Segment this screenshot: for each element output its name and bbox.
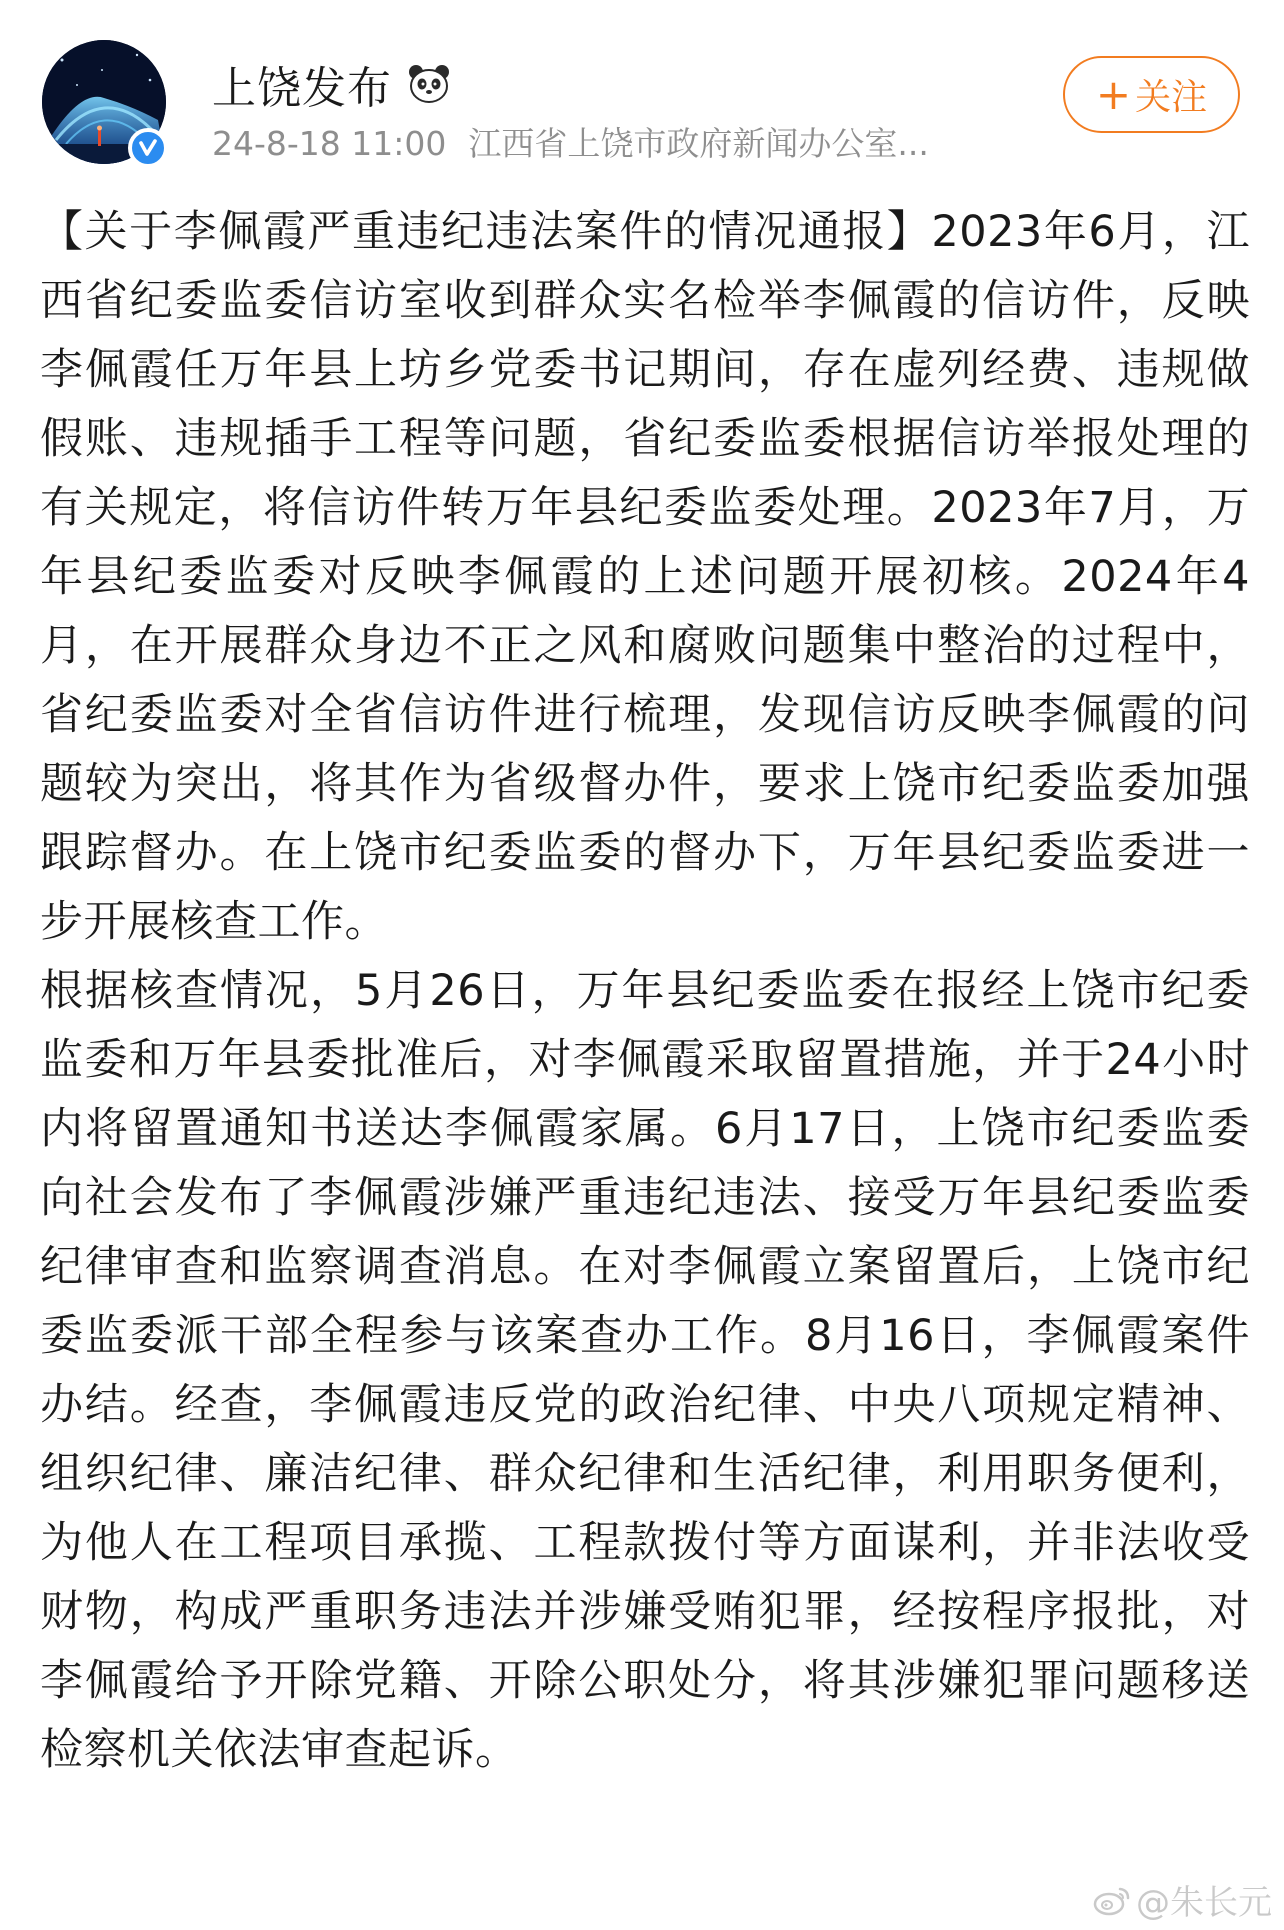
plus-icon: + [1095, 69, 1132, 119]
weibo-logo-icon [1092, 1884, 1132, 1916]
post-paragraph-1: 【关于李佩霞严重违纪违法案件的情况通报】2023年6月，江西省纪委监委信访室收到群众实名检举李佩霞的信访件，反映李佩霞任万年县上坊乡党委书记期间，存在虚列经费、违规做假账、违规插手工程等问题，省纪委监委根据信访举报处理的有关规定，将信访件转万年县纪委监委处理。2023年7月，万年县纪委监委对反映李佩霞的上述问题开展初核。2024年4月，在开展群众身边不正之风和腐败问题集中整治的过程中，省纪委监委对全省信访件进行梳理，发现信访反映李佩霞的问题较为突出，将其作为省级督办件，要求上饶市纪委监委加强跟踪督办。在上饶市纪委监委的督办下，万年县纪委监委进一步开展核查工作。 [40, 207, 1250, 947]
verified-v-icon [128, 128, 168, 168]
account-name[interactable]: 上饶发布 [212, 63, 392, 114]
post-header [0, 0, 1284, 170]
post-timestamp: 24-8-18 11:00 [212, 124, 447, 163]
post-source: 江西省上饶市政府新闻办公室... [468, 124, 929, 163]
panda-icon [406, 61, 452, 107]
post-paragraph-2: 根据核查情况，5月26日，万年县纪委监委在报经上饶市纪委监委和万年县委批准后，对李佩霞采取留置措施，并于24小时内将留置通知书送达李佩霞家属。6月17日，上饶市纪委监委向社会发布了李佩霞涉嫌严重违纪违法、接受万年县纪委监委纪律审查和监察调查消息。在对李佩霞立案留置后，上饶市纪委监委派干部全程参与该案查办工作。8月16日，李佩霞案件办结。经查，李佩霞违反党的政治纪律、中央八项规定精神、组织纪律、廉洁纪律、群众纪律和生活纪律，利用职务便利，为他人在工程项目承揽、工程款拨付等方面谋利，并非法收受财物，构成严重职务违法并涉嫌受贿犯罪，经按程序报批，对李佩霞给予开除党籍、开除公职处分，将其涉嫌犯罪问题移送检察机关依法审查起诉。 [40, 966, 1250, 1775]
watermark [1092, 1875, 1272, 1924]
post-content [40, 198, 1250, 1785]
watermark-text: @朱长元 [1136, 1883, 1272, 1923]
follow-button[interactable] [1063, 56, 1240, 133]
author-name-row [212, 52, 452, 116]
post-meta [212, 118, 929, 165]
follow-button-label: 关注 [1135, 77, 1208, 118]
